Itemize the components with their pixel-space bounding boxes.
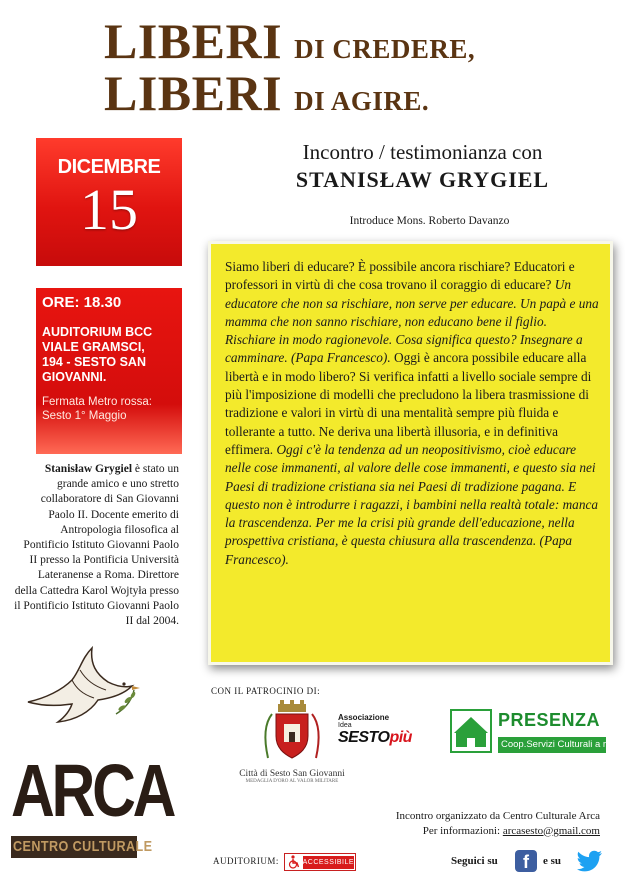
social-label-2: e su: [543, 855, 562, 867]
twitter-icon[interactable]: [575, 850, 603, 872]
accessible-badge: [284, 853, 356, 871]
arca-logo-text: ARCA: [11, 749, 174, 832]
accessible-badge-text: ACCESSIBILE: [303, 856, 354, 869]
event-heading: [250, 140, 595, 227]
poster-title: [104, 13, 604, 121]
bio-text: è stato un grande amico e uno stretto collaboratore di San Giovanni Paolo II. Docente emerito di Antropologia filosofica al Pontificio Istituto Giovanni Paolo II presso la Pontificia Università Lateranense a Roma. Direttore della Cattedra Karol Wojtyła presso il Pontificio Istituto Giovanni Paolo II dal 2004.: [14, 463, 179, 628]
accessibility-note: [213, 853, 356, 871]
event-label: Incontro / testimonianza con: [302, 140, 543, 164]
facebook-icon[interactable]: f: [515, 850, 537, 872]
city-crest-icon: [260, 700, 324, 762]
presenza-name: PRESENZA: [498, 710, 601, 730]
title-line-1: [104, 13, 604, 69]
event-venue: [42, 325, 178, 385]
sestopiu-assoc: Associazione: [338, 713, 390, 722]
quote-italic: Oggi c'è la tendenza ad un neopositivismo, cioè educare nelle cose immanenti, al valore delle cose immanenti, e questo sia nei Paesi di tradizione cristiana sia nei Paesi di tradizione pagana. E questo non è introdurre i ragazzi, i bambini nella realtà totale: manca la trascendenza. Per me la crisi più grande dell'educazione, nella prospettiva cristiana, è questa chiusura alla trascendenza. (Papa Francesco).: [225, 441, 599, 567]
quote-text: Siamo liberi di educare? È possibile ancora rischiare? Educatori e professori in virtù di che cosa trovano il coraggio di educare?: [225, 259, 575, 293]
metro-line: Sesto 1° Maggio: [42, 410, 127, 422]
presenza-subtitle: Coop.Servizi Culturali a r.l.: [498, 737, 606, 753]
date-month: DICEMBRE: [57, 156, 161, 178]
dove-illustration: [20, 640, 148, 740]
sestopiu-name: [338, 729, 438, 747]
quote-italic: Un educatore che non sa rischiare, non serve per educare. Un papà e una mamma che non sanno rischiare, non educano bene il figlio. Rischiare in modo ragionevole. Cosa significa questo? Insegnare a camminare. (Papa Francesco).: [225, 277, 599, 366]
title-line-2: [104, 65, 604, 121]
organizer-info: [368, 809, 600, 838]
info-box: [36, 288, 182, 454]
arca-logo: [9, 748, 174, 870]
title-liberi-1: LIBERI: [104, 13, 283, 69]
venue-line: AUDITORIUM BCC: [42, 325, 153, 339]
sestopiu-sesto: SESTO: [338, 729, 390, 746]
contact-email-link[interactable]: arcasesto@gmail.com: [502, 824, 600, 837]
organizer-line: Incontro organizzato da Centro Culturale Arca: [395, 810, 600, 822]
wheelchair-icon: [286, 855, 302, 869]
date-box: [36, 138, 182, 266]
contact-line: [368, 824, 600, 839]
title-di-agire: DI AGIRE.: [294, 86, 430, 116]
speaker-bio: [14, 462, 179, 629]
city-crest-block: [236, 700, 348, 784]
sestopiu-idea: Idea: [338, 722, 352, 729]
venue-line: VIALE GRAMSCI,: [42, 340, 145, 354]
bio-name: Stanisław Grygiel: [44, 463, 133, 475]
presenza-icon: [450, 709, 492, 753]
venue-line: 194 - SESTO SAN: [42, 355, 146, 369]
city-name: Città di Sesto San Giovanni: [239, 769, 345, 779]
city-subtitle: MEDAGLIA D'ORO AL VALOR MILITARE: [245, 779, 339, 784]
metro-stop: [42, 395, 178, 423]
arca-logo-subtitle: CENTRO CULTURALE: [13, 838, 153, 855]
accessibility-label: AUDITORIUM:: [213, 856, 279, 867]
metro-line: Fermata Metro rossa:: [42, 396, 152, 408]
venue-line: GIOVANNI.: [42, 370, 107, 384]
patronage-label: CON IL PATROCINIO DI:: [211, 686, 321, 696]
event-intro: Introduce Mons. Roberto Davanzo: [349, 215, 510, 227]
presenza-logo: [450, 709, 613, 759]
date-day: 15: [80, 177, 138, 242]
quote-text: Oggi è ancora possibile educare alla libertà e in modo libero? Si verifica infatti a livello sociale sempre di più l'imposizione di modelli che precludono la libera trasmissione di tradizione e valori in virtù di una mentalità sempre più fluida e tollerante a tutto. Ne deriva una libertà illusoria, e in definitiva effimera.: [225, 350, 592, 457]
social-links: [451, 850, 606, 874]
title-di-credere: DI CREDERE,: [294, 34, 476, 64]
contact-label: Per informazioni:: [422, 824, 503, 837]
sestopiu-piu: più: [389, 729, 412, 746]
speaker-name: STANISŁAW GRYGIEL: [295, 167, 550, 192]
social-label-1: Seguici su: [451, 855, 498, 867]
title-liberi-2: LIBERI: [104, 65, 283, 121]
sestopiu-logo: [338, 713, 438, 747]
quote-box: [208, 241, 613, 665]
event-time: ORE: 18.30: [42, 294, 122, 311]
